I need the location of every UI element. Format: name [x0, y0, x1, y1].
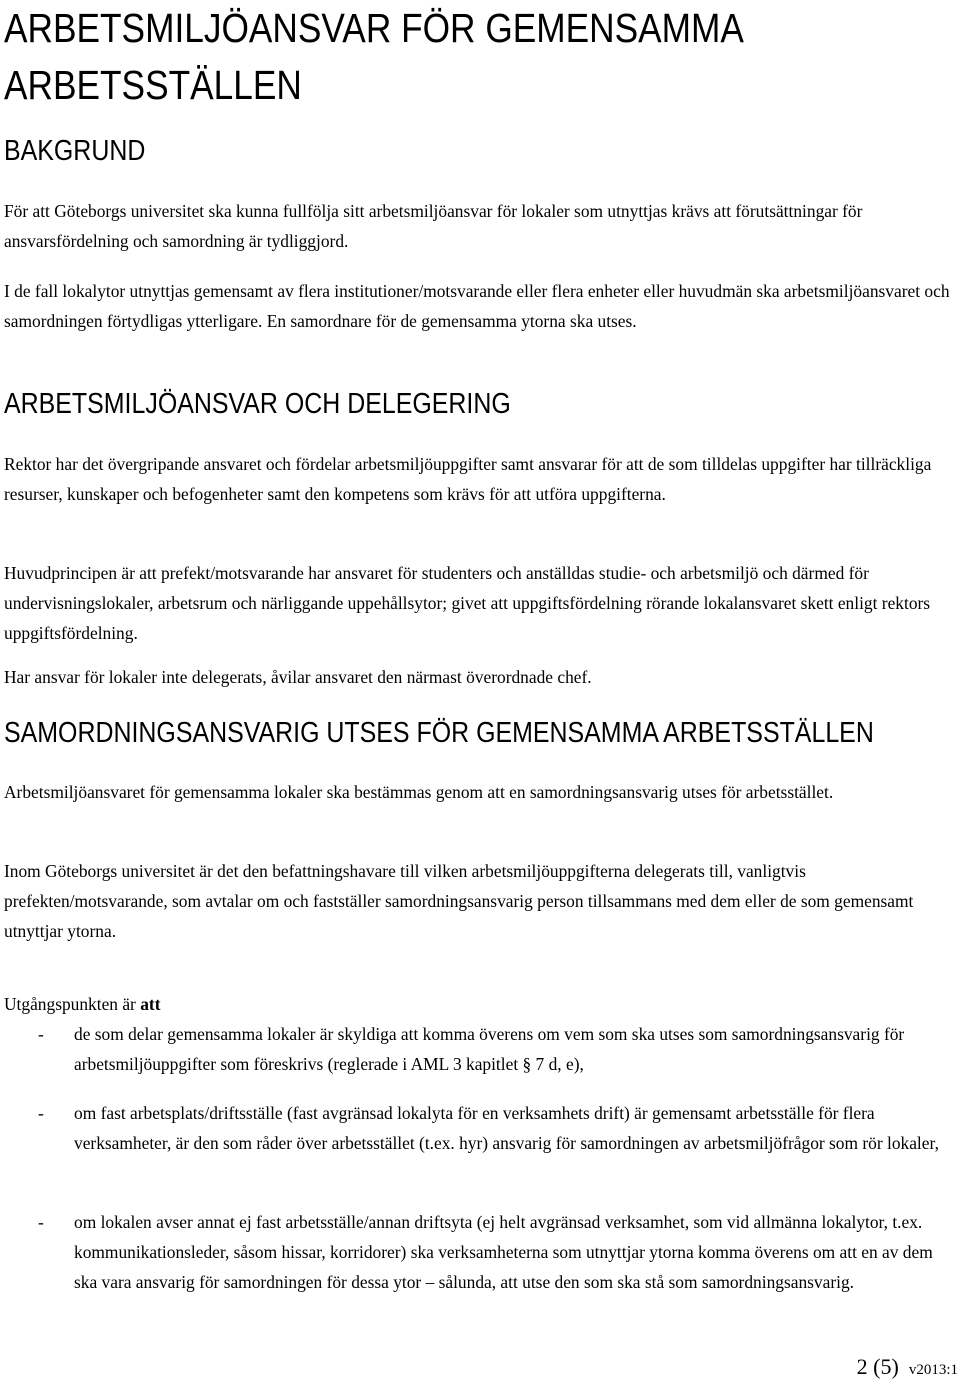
list-item-text: om fast arbetsplats/driftsställe (fast avgränsad lokalyta för en verksamhets drift) är gemensamt arbetsställe för flera verksamheter, är den som råder över arbetsstället (t.ex. hyr) ansvarig för samordningen av arbetsmiljöfrågor som rör lokaler, [74, 1103, 939, 1153]
list-dash: - [38, 1103, 44, 1123]
heading-samordning: SAMORDNINGSANSVARIG UTSES FÖR GEMENSAMMA ARBETSSTÄLLEN [4, 717, 874, 749]
samordning-paragraph-1: Arbetsmiljöansvaret för gemensamma lokaler ska bestämmas genom att en samordningsansvarig utses för arbetsstället. [4, 782, 834, 802]
document-version: v2013:1 [908, 1362, 958, 1378]
page-footer [857, 1354, 958, 1380]
bakgrund-paragraph-1: För att Göteborgs universitet ska kunna fullfölja sitt arbetsmiljöansvar för lokaler som utnyttjas krävs att förutsättningar för ansvarsfördelning och samordning är tydliggjord. [4, 201, 863, 251]
delegering-paragraph-2: Huvudprincipen är att prefekt/motsvarande har ansvaret för studenters och anställdas studie- och arbetsmiljö och därmed för undervisningslokaler, arbetsrum och närliggande uppehållsytor; givet att uppgiftsfördelning rörande lokalansvaret skett enligt rektors uppgiftsfördelning. [4, 563, 931, 643]
list-intro [4, 989, 956, 1019]
list-dash: - [38, 1212, 44, 1232]
heading-delegering: ARBETSMILJÖANSVAR OCH DELEGERING [4, 388, 511, 420]
delegering-paragraph-3: Har ansvar för lokaler inte delegerats, åvilar ansvaret den närmast överordnade chef. [4, 667, 592, 687]
heading-bakgrund: BAKGRUND [4, 135, 146, 167]
delegering-paragraph-1: Rektor har det övergripande ansvaret och fördelar arbetsmiljöuppgifter samt ansvarar för att de som tilldelas uppgifter har tillräckliga resurser, kunskaper och befogenheter samt den kompetens som krävs för att utföra uppgifterna. [4, 454, 932, 504]
bakgrund-paragraph-2: I de fall lokalytor utnyttjas gemensamt av flera institutioner/motsvarande eller flera enheter eller huvudmän ska arbetsmiljöansvaret och samordningen förtydligas ytterligare. En samordnare för de gemensamma ytorna ska utses. [4, 281, 950, 331]
list-dash: - [38, 1024, 44, 1044]
page-number: 2 (5) [856, 1354, 899, 1379]
document-title-text: ARBETSMILJÖANSVAR FÖR GEMENSAMMA ARBETSSTÄLLEN [4, 5, 742, 108]
list-item-text: om lokalen avser annat ej fast arbetsställe/annan driftsyta (ej helt avgränsad verksamhet, som vid allmänna lokalytor, t.ex. kommunikationsleder, såsom hissar, korridorer) ska verksamheterna som utnyttjar ytorna komma överens om att en av dem ska vara ansvarig för samordningen för dessa ytor – sålunda, att utse den som ska stå som samordningsansvarig. [74, 1212, 933, 1292]
list-item-text: de som delar gemensamma lokaler är skyldiga att komma överens om vem som ska utses som samordningsansvarig för arbetsmiljöuppgifter som föreskrivs (reglerade i AML 3 kapitlet § 7 d, e), [74, 1024, 905, 1074]
document-title [4, 0, 950, 114]
list-intro-bold: att [140, 994, 161, 1014]
samordning-paragraph-2: Inom Göteborgs universitet är det den befattningshavare till vilken arbetsmiljöuppgifterna delegerats till, vanligtvis prefekten/motsvarande, som avtalar om och fastställer samordningsansvarig person tillsammans med dem eller de som gemensamt utnyttjar ytorna. [4, 861, 914, 941]
list-intro-prefix: Utgångspunkten är [4, 994, 141, 1014]
